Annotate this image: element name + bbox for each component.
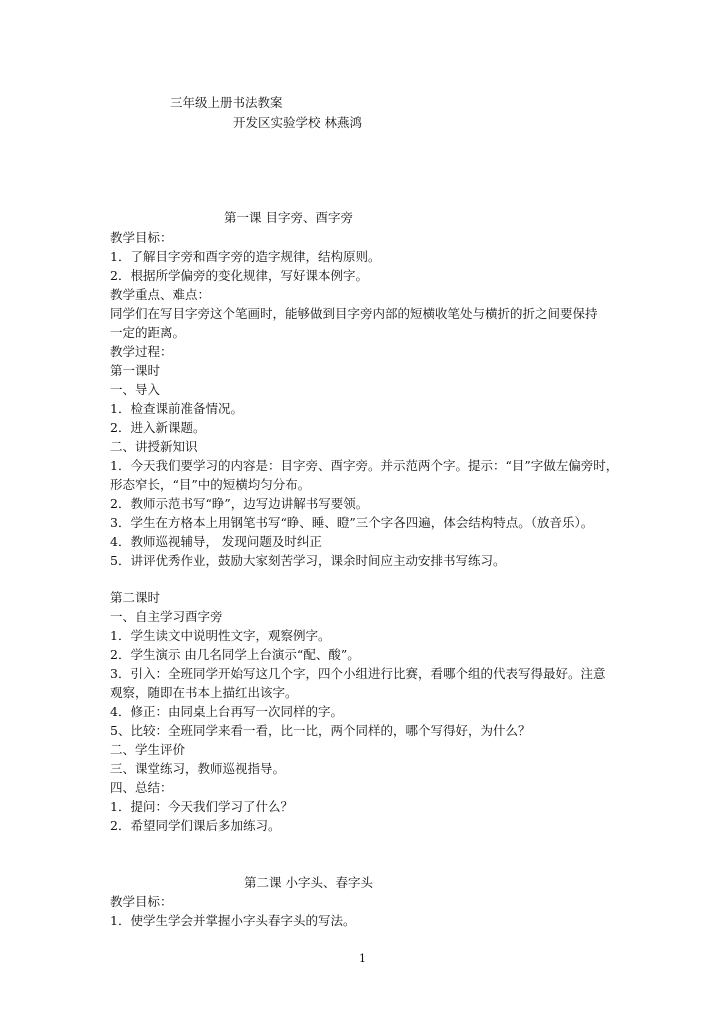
- lesson2-title: 第二课 小字头、春字头: [244, 875, 373, 890]
- lesson1-goals-heading: 教学目标：: [110, 230, 173, 245]
- period1-item-continued: 形态窄长，“目”中的短横均匀分布。: [110, 477, 311, 492]
- period2-item: 3．引入：全班同学开始写这几个字，四个小组进行比赛，看哪个组的代表写得最好。注意: [110, 666, 606, 681]
- page-number: 1: [359, 952, 366, 965]
- period1-item: 2．进入新课题。: [110, 420, 206, 435]
- period2-item: 2．学生演示 由几名同学上台演示“配、酸”。: [110, 647, 360, 662]
- period2-item: 5、比较：全班同学来看一看，比一比，两个同样的，哪个写得好，为什么？: [110, 723, 531, 738]
- period2-section-4: 四、总结：: [110, 780, 173, 795]
- period1-item: 1．检查课前准备情况。: [110, 401, 243, 416]
- period2-section-2: 二、学生评价: [110, 742, 186, 757]
- lesson1-goal-2: 2．根据所学偏旁的变化规律，写好课本例字。: [110, 268, 368, 283]
- period2-item: 2．希望同学们课后多加练习。: [110, 818, 281, 833]
- author-line: 开发区实验学校 林燕鸿: [233, 115, 362, 130]
- period2-section-3: 三、课堂练习，教师巡视指导。: [110, 761, 286, 776]
- lesson1-key-heading: 教学重点、难点：: [110, 287, 211, 302]
- period1-item: 4．教师巡视辅导， 发现问题及时纠正: [110, 534, 322, 549]
- period2-item-continued: 观察，随即在书本上描红出该字。: [110, 685, 298, 700]
- lesson2-goals-heading: 教学目标：: [110, 894, 173, 909]
- period1-item: 3．学生在方格本上用钢笔书写“睁、睡、瞪”三个字各四遍，体会结构特点。（放音乐）。: [110, 515, 594, 530]
- lesson2-goal-1: 1．使学生学会并掌握小字头春字头的写法。: [110, 913, 356, 928]
- period2-section-1: 一、自主学习酉字旁: [110, 609, 223, 624]
- lesson1-goal-1: 1．了解目字旁和酉字旁的造字规律，结构原则。: [110, 249, 381, 264]
- period1-item: 5．讲评优秀作业，鼓励大家刻苦学习，课余时间应主动安排书写练习。: [110, 553, 506, 568]
- period2-item: 1．学生读文中说明性文字，观察例字。: [110, 628, 331, 643]
- period1-heading: 第一课时: [110, 363, 161, 378]
- period1-section-2: 二、讲授新知识: [110, 439, 198, 454]
- period1-item: 1．今天我们要学习的内容是：目字旁、酉字旁。并示范两个字。提示：“目”字做左偏旁时，: [110, 458, 619, 473]
- period2-item: 4．修正：由同桌上台再写一次同样的字。: [110, 704, 343, 719]
- period1-item: 2．教师示范书写“睁”，边写边讲解书写要领。: [110, 496, 369, 511]
- lesson1-key-text-1: 同学们在写目字旁这个笔画时，能够做到目字旁内部的短横收笔处与横折的折之间要保持: [110, 306, 598, 321]
- lesson1-process-heading: 教学过程：: [110, 344, 173, 359]
- document-title: 三年级上册书法教案: [170, 95, 283, 110]
- period2-item: 1．提问：今天我们学习了什么？: [110, 799, 293, 814]
- lesson1-title: 第一课 目字旁、酉字旁: [224, 210, 353, 225]
- lesson1-key-text-2: 一定的距离。: [110, 325, 186, 340]
- period2-heading: 第二课时: [110, 590, 161, 605]
- period1-section-1: 一、导入: [110, 382, 161, 397]
